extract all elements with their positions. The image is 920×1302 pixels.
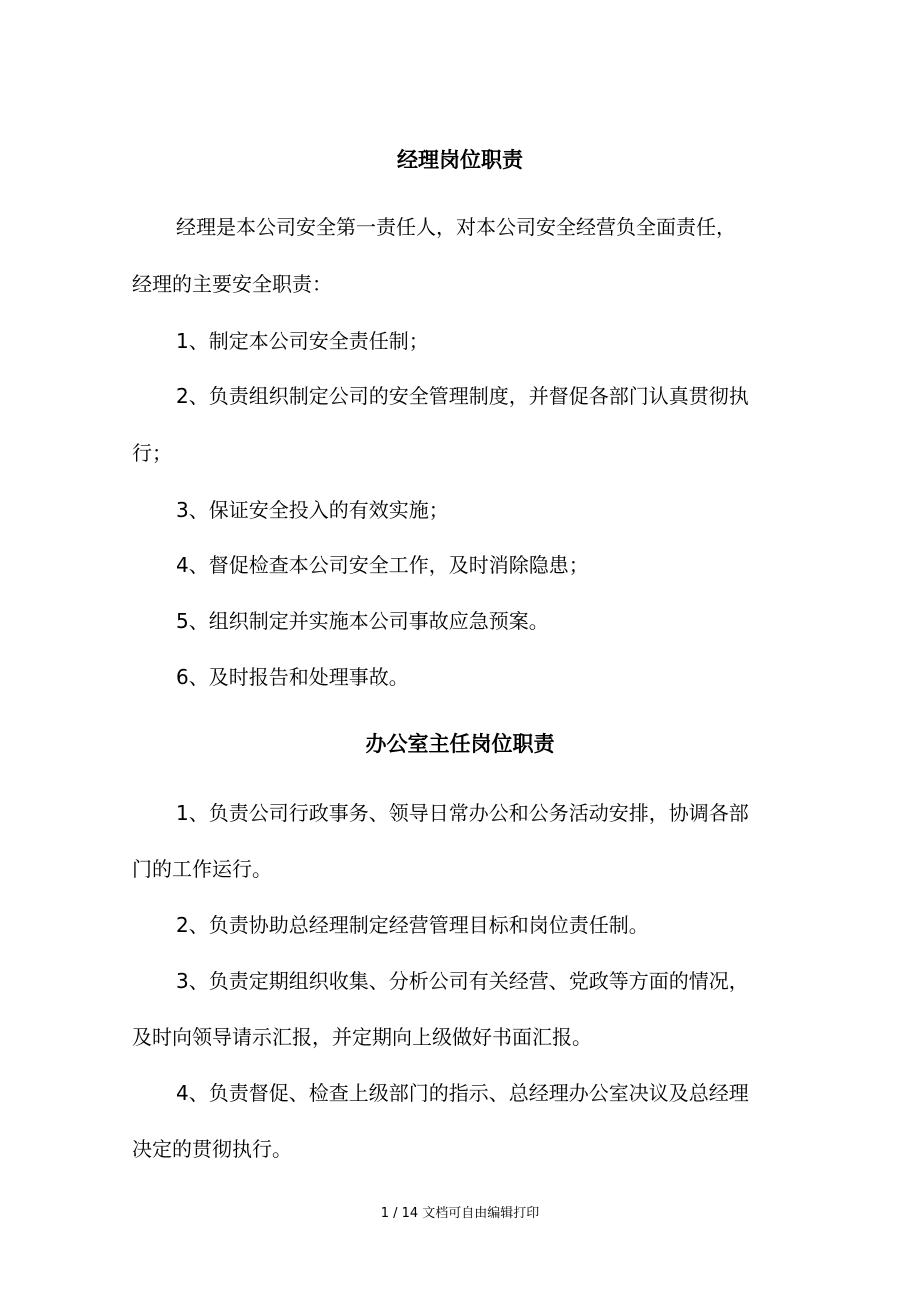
manager-intro-line-1: 经理是本公司安全第一责任人，对本公司安全经营负全面责任， <box>176 215 736 239</box>
manager-intro-line-2: 经理的主要安全职责： <box>132 272 332 296</box>
section-title-office-director: 办公室主任岗位职责 <box>365 732 555 756</box>
manager-duty-6: 6、及时报告和处理事故。 <box>176 665 409 689</box>
manager-duty-2-line-1: 2、负责组织制定公司的安全管理制度，并督促各部门认真贯彻执 <box>176 384 749 408</box>
office-duty-1-line-1: 1、负责公司行政事务、领导日常办公和公务活动安排，协调各部 <box>176 801 749 825</box>
manager-duty-2-line-2: 行； <box>132 441 172 465</box>
office-duty-4-line-2: 决定的贯彻执行。 <box>132 1137 292 1161</box>
office-duty-3-line-2: 及时向领导请示汇报，并定期向上级做好书面汇报。 <box>132 1025 592 1049</box>
manager-duty-5: 5、组织制定并实施本公司事故应急预案。 <box>176 609 549 633</box>
office-duty-2: 2、负责协助总经理制定经营管理目标和岗位责任制。 <box>176 913 649 937</box>
page-footer: 1 / 14 文档可自由编辑打印 <box>380 1206 540 1221</box>
office-duty-1-line-2: 门的工作运行。 <box>132 857 272 881</box>
manager-duty-4: 4、督促检查本公司安全工作，及时消除隐患； <box>176 553 589 577</box>
section-title-manager: 经理岗位职责 <box>397 148 523 172</box>
office-duty-3-line-1: 3、负责定期组织收集、分析公司有关经营、党政等方面的情况， <box>176 969 749 993</box>
office-duty-4-line-1: 4、负责督促、检查上级部门的指示、总经理办公室决议及总经理 <box>176 1081 749 1105</box>
manager-duty-1: 1、制定本公司安全责任制； <box>176 329 429 353</box>
manager-duty-3: 3、保证安全投入的有效实施； <box>176 498 449 522</box>
